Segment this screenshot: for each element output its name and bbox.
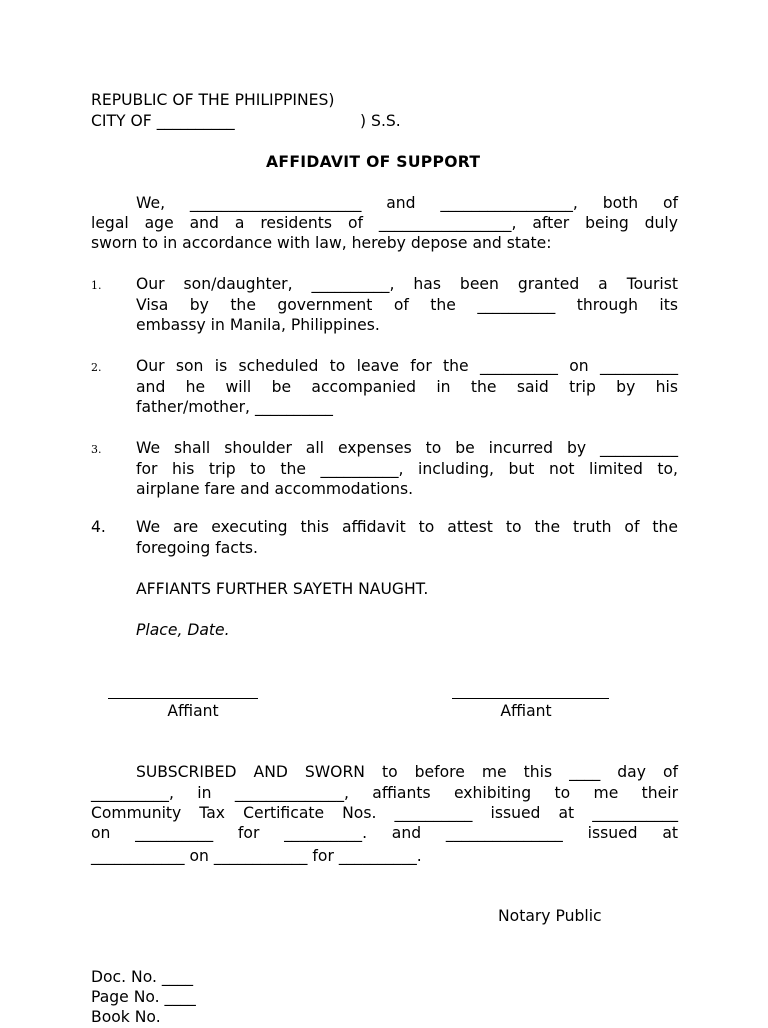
jurat-line-5: ____________ on ____________ for __________. (91, 847, 422, 865)
item-2-line-1: Our son is scheduled to leave for the __________ on __________ (136, 357, 678, 375)
item-4-line-1: We are executing this affidavit to attest to the truth of the (136, 518, 678, 536)
header-ss: ) S.S. (360, 112, 401, 130)
item-1-line-3: embassy in Manila, Philippines. (136, 316, 380, 334)
intro-line-1: We, ______________________ and _________________, both of (136, 194, 678, 212)
item-1-number: 1. (91, 279, 102, 292)
place-date: Place, Date. (136, 621, 230, 639)
item-4-number: 4. (91, 518, 106, 536)
doc-number: Doc. No. ____ (91, 968, 194, 986)
header-city: CITY OF __________ (91, 112, 235, 130)
header-republic: REPUBLIC OF THE PHILIPPINES) (91, 91, 335, 109)
item-4-line-2: foregoing facts. (136, 539, 259, 557)
item-3-line-3: airplane fare and accommodations. (136, 480, 414, 498)
jurat-line-4: on __________ for __________. and _______________ issued at (91, 824, 678, 842)
item-3-number: 3. (91, 443, 102, 456)
item-3-line-2: for his trip to the __________, including, but not limited to, (136, 460, 678, 478)
closing-statement: AFFIANTS FURTHER SAYETH NAUGHT. (136, 580, 429, 598)
page-number: Page No. ____ (91, 988, 196, 1006)
affiant-signature-line-left (108, 698, 258, 699)
affiant-label-left: Affiant (167, 702, 219, 720)
notary-public-label: Notary Public (498, 907, 602, 925)
item-1-line-2: Visa by the government of the __________ through its (136, 296, 678, 314)
affiant-signature-line-right (452, 698, 609, 699)
jurat-line-1: SUBSCRIBED AND SWORN to before me this ____ day of (136, 763, 678, 781)
item-2-line-2: and he will be accompanied in the said trip by his (136, 378, 678, 396)
item-3-line-1: We shall shoulder all expenses to be incurred by __________ (136, 439, 678, 457)
item-1-line-1: Our son/daughter, __________, has been granted a Tourist (136, 275, 678, 293)
intro-line-3: sworn to in accordance with law, hereby depose and state: (91, 234, 552, 252)
intro-line-2: legal age and a residents of _________________, after being duly (91, 214, 678, 232)
jurat-line-2: __________, in ______________, affiants exhibiting to me their (91, 784, 678, 802)
book-number: Book No. (91, 1008, 161, 1026)
item-2-line-3: father/mother, __________ (136, 398, 333, 416)
affiant-label-right: Affiant (500, 702, 552, 720)
jurat-line-3: Community Tax Certificate Nos. __________ issued at ___________ (91, 804, 678, 822)
document-title: AFFIDAVIT OF SUPPORT (266, 153, 481, 171)
item-2-number: 2. (91, 361, 102, 374)
